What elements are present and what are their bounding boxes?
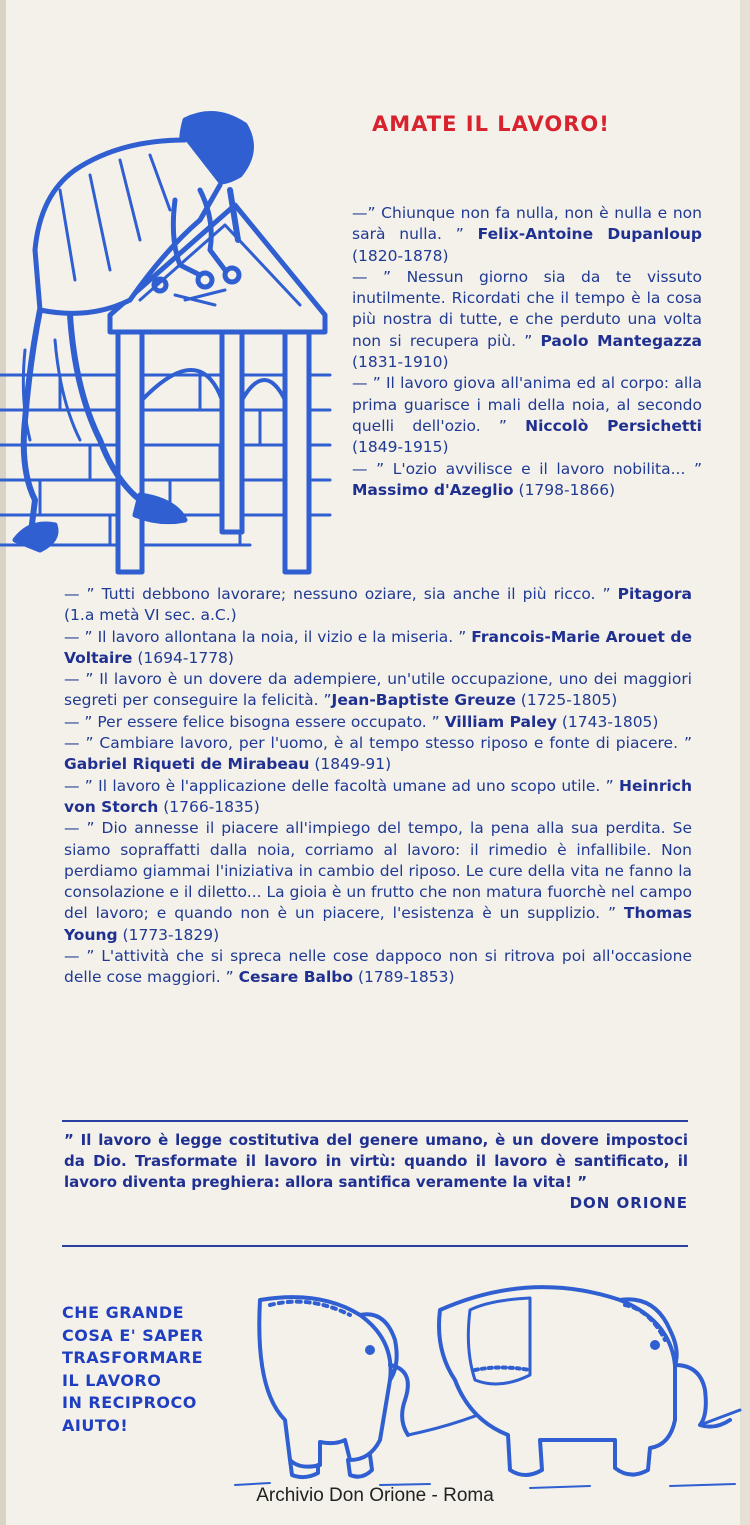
quotes-column-full (64, 584, 692, 989)
slogan-line: COSA E' SAPER (62, 1325, 204, 1345)
quote-item: — ” L'ozio avvilisce e il lavoro nobilita... ” Massimo d'Azeglio (1798-1866) (352, 459, 702, 499)
quote-author: Villiam Paley (444, 712, 557, 731)
page-title: AMATE IL LAVORO! (372, 112, 610, 136)
quote-author: Paolo Mantegazza (540, 331, 703, 350)
quotes-column-top (352, 203, 702, 501)
quote-author: Jean-Baptiste Greuze (331, 691, 516, 710)
quote-item: — ” L'attività che si spreca nelle cose dappoco non si ritrova poi all'occasione delle cose maggiori. ” Cesare Balbo (1789-1853) (64, 947, 692, 987)
slogan-line: CHE GRANDE (62, 1303, 185, 1322)
elephants-illustration (230, 1270, 745, 1500)
quote-author: Thomas Young (64, 904, 692, 944)
quote-item: — ” Il lavoro giova all'anima ed al corpo: alla prima guarisce i mali della noia, al secondo quelli dell'ozio. ” Niccolò Persichetti (1849-1915) (352, 374, 702, 457)
orione-signature: DON ORIONE (569, 1194, 688, 1212)
quote-item: — ” Per essere felice bisogna essere occupato. ” Villiam Paley (1743-1805) (64, 712, 659, 731)
don-orione-quote (64, 1130, 688, 1214)
slogan-line: AIUTO! (62, 1415, 129, 1435)
orione-quote-text: ” Il lavoro è legge costitutiva del genere umano, è un dovere impostoci da Dio. Trasformate il lavoro in virtù: quando il lavoro è santificato, il lavoro diventa preghiera: allora santifica veramente la vita! ” (64, 1131, 688, 1191)
divider-line (62, 1245, 688, 1247)
slogan-line: TRASFORMARE (62, 1348, 204, 1367)
quote-author: Heinrich von Storch (64, 776, 692, 816)
slogan (62, 1302, 232, 1437)
craftsman-illustration (0, 100, 345, 580)
quote-item: — ” Il lavoro è l'applicazione delle facoltà umane ad uno scopo utile. ” Heinrich von Storch (1766-1835) (64, 776, 692, 816)
slogan-line: IL LAVORO (62, 1370, 162, 1390)
quote-item: — ” Il lavoro è un dovere da adempiere, un'utile occupazione, uno dei maggiori segreti per conseguire la felicità. ”Jean-Baptiste Greuze (1725-1805) (64, 670, 692, 710)
quote-item: — ” Dio annesse il piacere all'impiego del tempo, la pena alla sua perdita. Se siamo sopraffatti dalla noia, corriamo al lavoro: il rimedio è infallibile. Non perdiamo giammai l'iniziativa in cambio del riposo. Le cure della vita ne fanno la consolazione e il diletto... La gioia è un frutto che non matura fuorchè nel campo del lavoro; e quando non è un piacere, l'esistenza è un supplizio. ” Thomas Young (1773-1829) (64, 819, 692, 944)
quote-author: Cesare Balbo (238, 968, 354, 987)
archive-watermark: Archivio Don Orione - Roma (256, 1485, 494, 1506)
quote-author: Gabriel Riqueti de Mirabeau (64, 755, 310, 774)
quote-item: — ” Cambiare lavoro, per l'uomo, è al tempo stesso riposo e fonte di piacere. ” Gabriel Riqueti de Mirabeau (1849-91) (64, 734, 692, 774)
quote-item: — ” Tutti debbono lavorare; nessuno oziare, sia anche il più ricco. ” Pitagora (1.a metà VI sec. a.C.) (64, 585, 692, 625)
quote-author: Francois-Marie Arouet de Voltaire (64, 627, 693, 667)
quote-item: — ” Il lavoro allontana la noia, il vizio e la miseria. ” Francois-Marie Arouet de Voltaire (1694-1778) (64, 627, 693, 667)
quote-item: —” Chiunque non fa nulla, non è nulla e non sarà nulla. ” Felix-Antoine Dupanloup (1820-1878) (352, 204, 702, 265)
divider-line (62, 1120, 688, 1122)
quote-author: Niccolò Persichetti (525, 416, 702, 435)
quote-item: — ” Nessun giorno sia da te vissuto inutilmente. Ricordati che il tempo è la cosa più nostra di tutte, e che perduto una volta non si recupera più. ” Paolo Mantegazza (1831-1910) (352, 267, 703, 372)
quote-author: Pitagora (617, 585, 692, 603)
quote-author: Felix-Antoine Dupanloup (477, 225, 702, 244)
slogan-line: IN RECIPROCO (62, 1393, 197, 1412)
quote-author: Massimo d'Azeglio (352, 480, 514, 499)
